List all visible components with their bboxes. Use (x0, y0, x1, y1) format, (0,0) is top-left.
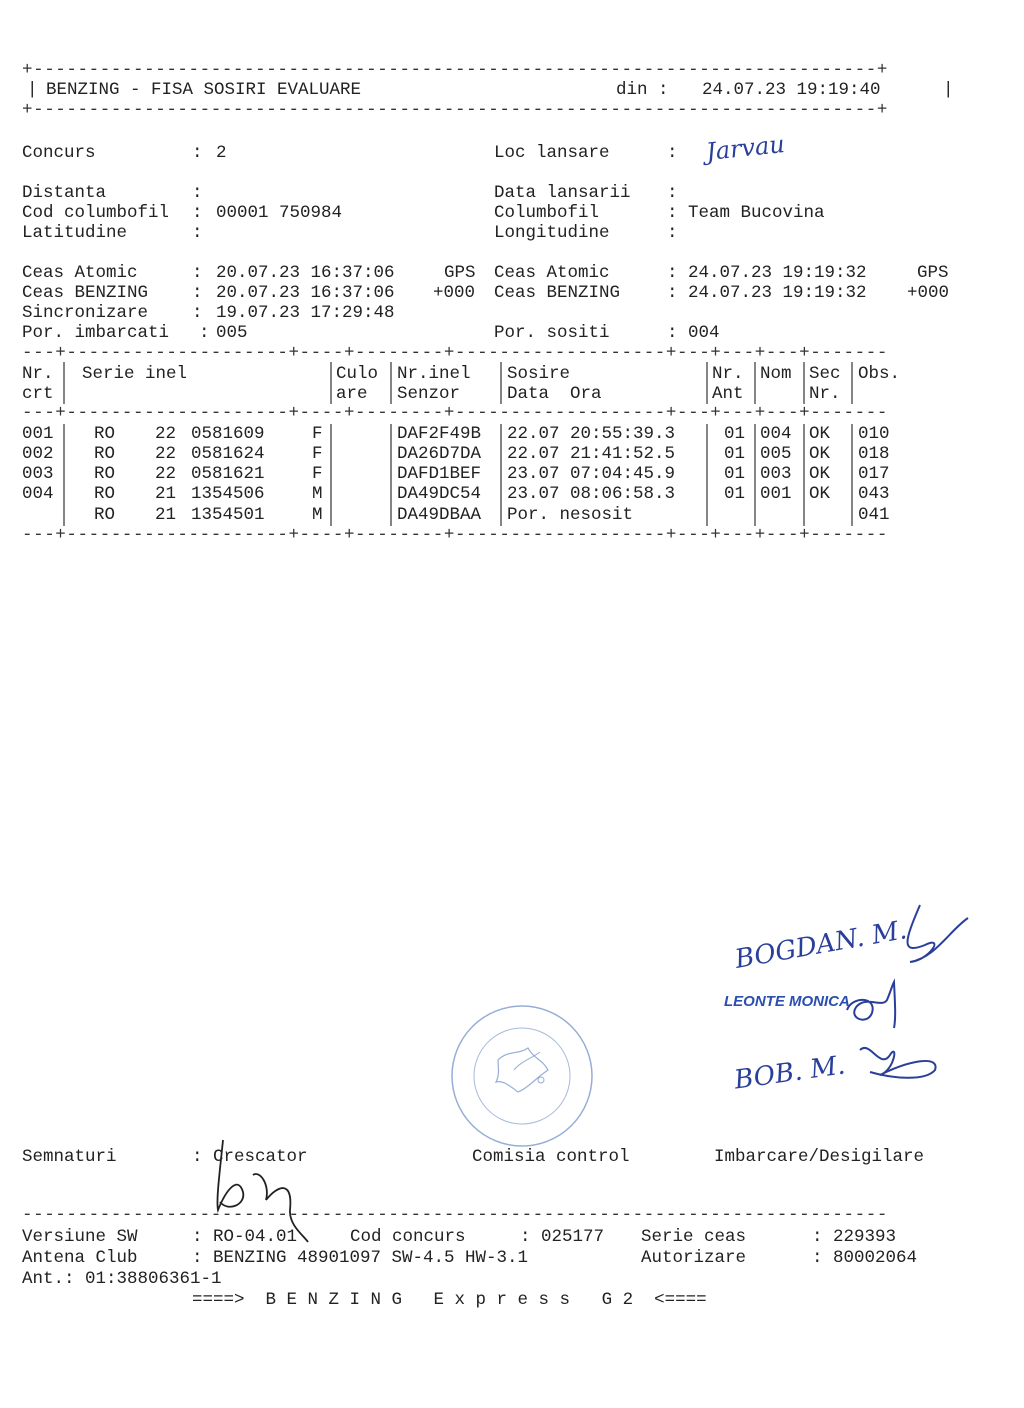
left-benzing-offset: +000 (433, 283, 476, 303)
distanta-colon: : (192, 183, 203, 203)
col-header-senzor: Senzor (397, 384, 461, 404)
concurs-value: 2 (216, 143, 227, 163)
table-rule-top: ---+--------------------+----+--------+-------------------+---+---+---+------- (22, 343, 888, 363)
imbarcati-value: 005 (216, 323, 248, 343)
cell-nr: 003 (22, 464, 54, 484)
loc-lansare-label: Loc lansare (494, 143, 610, 163)
imbarcati-colon: : (199, 323, 210, 343)
cell-nr: 002 (22, 444, 54, 464)
right-benzing-value: 24.07.23 19:19:32 (688, 283, 867, 303)
col-header-nom: Nom (760, 364, 792, 384)
cell-sex: M (312, 505, 323, 525)
cell-sec: OK (809, 464, 831, 484)
cod-columbofil-label: Cod columbofil (22, 203, 170, 223)
left-benzing-value: 20.07.23 16:37:06 (216, 283, 395, 303)
signature-scribble-3 (850, 1030, 950, 1080)
cod-concurs-label: Cod concurs (350, 1227, 466, 1247)
right-benzing-label: Ceas BENZING (494, 283, 621, 303)
imbarcati-label: Por. imbarcati (22, 323, 170, 343)
data-lansarii-colon: : (667, 183, 678, 203)
columbofil-colon: : (667, 203, 678, 223)
longitudine-label: Longitudine (494, 223, 610, 243)
cell-sensor: DAFD1BEF (397, 464, 482, 484)
sositi-colon: : (667, 323, 678, 343)
right-atomic-src: GPS (917, 263, 949, 283)
cell-sec: OK (809, 444, 831, 464)
signature-scribble-1 (890, 900, 970, 970)
left-atomic-label: Ceas Atomic (22, 263, 138, 283)
cell-year: 22 (155, 464, 177, 484)
header-rule-top: +----------------------------------------------------------------------------+ (22, 60, 888, 80)
cell-arrival: 22.07 21:41:52.5 (507, 444, 676, 464)
left-benzing-label: Ceas BENZING (22, 283, 149, 303)
cell-sex: F (312, 464, 323, 484)
cell-nom: 001 (760, 484, 792, 504)
cell-nom: 003 (760, 464, 792, 484)
loc-lansare-handwritten: Jarvau (704, 129, 786, 167)
handwritten-name-bob: BOB. M. (732, 1050, 847, 1096)
imbarcare-label: Imbarcare/Desigilare (714, 1147, 925, 1167)
cell-ant: 01 (724, 484, 746, 504)
cell-obs: 041 (858, 505, 890, 525)
cell-ant: 01 (724, 424, 746, 444)
concurs-label: Concurs (22, 143, 96, 163)
left-atomic-src: GPS (444, 263, 476, 283)
cell-country: RO (94, 464, 116, 484)
cod-concurs-value: : 025177 (520, 1227, 605, 1247)
col-header-nr-inel: Nr.inel (397, 364, 471, 384)
data-lansarii-label: Data lansarii (494, 183, 631, 203)
cell-ring: 1354501 (191, 505, 265, 525)
versiune-label: Versiune SW (22, 1227, 138, 1247)
col-header-culo: Culo (336, 364, 379, 384)
latitudine-label: Latitudine (22, 223, 128, 243)
serie-ceas-value: : 229393 (812, 1227, 897, 1247)
cell-sensor: DA26D7DA (397, 444, 482, 464)
col-header-data-ora: Data Ora (507, 384, 602, 404)
right-benzing-colon: : (667, 283, 678, 303)
crescator-label: : Crescator (192, 1147, 308, 1167)
versiune-value: : RO-04.01 (192, 1227, 298, 1247)
club-stamp-seal (448, 1000, 608, 1160)
columbofil-label: Columbofil (494, 203, 600, 223)
cell-nom: 004 (760, 424, 792, 444)
cell-country: RO (94, 444, 116, 464)
sositi-label: Por. sositi (494, 323, 610, 343)
col-header-ant: Ant (712, 384, 744, 404)
cell-year: 21 (155, 505, 177, 525)
cell-arrival: 22.07 20:55:39.3 (507, 424, 676, 444)
cell-nr: 004 (22, 484, 54, 504)
cell-year: 21 (155, 484, 177, 504)
comisia-control-label: Comisia control (472, 1147, 630, 1167)
cell-sensor: DA49DC54 (397, 484, 482, 504)
col-header-sosire: Sosire (507, 364, 571, 384)
concurs-colon: : (192, 143, 203, 163)
stamp-name-leonte-monica: LEONTE MONICA (724, 993, 850, 1010)
antena-value: : BENZING 48901097 SW-4.5 HW-3.1 (192, 1248, 529, 1268)
col-header-sec: Sec (809, 364, 841, 384)
document-title: BENZING - FISA SOSIRI EVALUARE (46, 80, 362, 100)
latitudine-colon: : (192, 223, 203, 243)
signature-scribble-2 (842, 978, 912, 1038)
col-header-nr: Nr. (22, 364, 54, 384)
table-rule-bottom: ---+--------------------+----+--------+-------------------+---+---+---+------- (22, 525, 888, 545)
col-header-sec-nr: Nr. (809, 384, 841, 404)
cell-sec: OK (809, 424, 831, 444)
columbofil-value: Team Bucovina (688, 203, 825, 223)
cell-obs: 018 (858, 444, 890, 464)
autorizare-label: Autorizare (641, 1248, 747, 1268)
footer-rule: ------------------------------------------------------------------------------ (22, 1205, 888, 1225)
distanta-label: Distanta (22, 183, 107, 203)
cell-ring: 0581621 (191, 464, 265, 484)
longitudine-colon: : (667, 223, 678, 243)
sositi-value: 004 (688, 323, 720, 343)
header-date-value: 24.07.23 19:19:40 (702, 80, 881, 100)
cod-columbofil-value: 00001 750984 (216, 203, 343, 223)
cell-year: 22 (155, 424, 177, 444)
cell-sex: F (312, 424, 323, 444)
cell-obs: 017 (858, 464, 890, 484)
cell-sex: M (312, 484, 323, 504)
loc-lansare-colon: : (667, 143, 678, 163)
table-rule-mid: ---+--------------------+----+--------+-------------------+---+---+---+------- (22, 403, 888, 423)
cell-ring: 1354506 (191, 484, 265, 504)
cell-nr: 001 (22, 424, 54, 444)
autorizare-value: : 80002064 (812, 1248, 918, 1268)
right-atomic-label: Ceas Atomic (494, 263, 610, 283)
ant-line: Ant.: 01:38806361-1 (22, 1269, 222, 1289)
cell-obs: 043 (858, 484, 890, 504)
header-bar-right: | (943, 80, 954, 100)
sync-label: Sincronizare (22, 303, 149, 323)
serie-ceas-label: Serie ceas (641, 1227, 747, 1247)
sync-colon: : (192, 303, 203, 323)
cell-country: RO (94, 424, 116, 444)
cell-nom: 005 (760, 444, 792, 464)
cell-ant: 01 (724, 444, 746, 464)
header-date-label: din : (616, 80, 669, 100)
col-header-obs: Obs. (858, 364, 901, 384)
cell-year: 22 (155, 444, 177, 464)
col-header-nr-ant: Nr. (712, 364, 744, 384)
cell-sensor: DA49DBAA (397, 505, 482, 525)
antena-label: Antena Club (22, 1248, 138, 1268)
cell-sec: OK (809, 484, 831, 504)
cell-arrival: 23.07 07:04:45.9 (507, 464, 676, 484)
benzing-banner: ====> B E N Z I N G E x p r e s s G 2 <==== (192, 1290, 707, 1310)
cell-arrival: 23.07 08:06:58.3 (507, 484, 676, 504)
cell-country: RO (94, 505, 116, 525)
col-header-crt: crt (22, 384, 54, 404)
cell-sex: F (312, 444, 323, 464)
cell-obs: 010 (858, 424, 890, 444)
right-atomic-value: 24.07.23 19:19:32 (688, 263, 867, 283)
cell-arrival: Por. nesosit (507, 505, 634, 525)
right-atomic-colon: : (667, 263, 678, 283)
right-benzing-offset: +000 (907, 283, 950, 303)
semnaturi-label: Semnaturi (22, 1147, 117, 1167)
cod-columbofil-colon: : (192, 203, 203, 223)
cell-ring: 0581609 (191, 424, 265, 444)
handwritten-name-bogdan: BOGDAN. M. (732, 915, 910, 975)
header-bar-left: | (27, 80, 38, 100)
cell-sensor: DAF2F49B (397, 424, 482, 444)
col-header-serie-inel: Serie inel (82, 364, 188, 384)
col-header-are: are (336, 384, 368, 404)
left-benzing-colon: : (192, 283, 203, 303)
left-atomic-value: 20.07.23 16:37:06 (216, 263, 395, 283)
sync-value: 19.07.23 17:29:48 (216, 303, 395, 323)
cell-ring: 0581624 (191, 444, 265, 464)
cell-country: RO (94, 484, 116, 504)
header-rule-bottom: +----------------------------------------------------------------------------+ (22, 100, 888, 120)
cell-ant: 01 (724, 464, 746, 484)
left-atomic-colon: : (192, 263, 203, 283)
